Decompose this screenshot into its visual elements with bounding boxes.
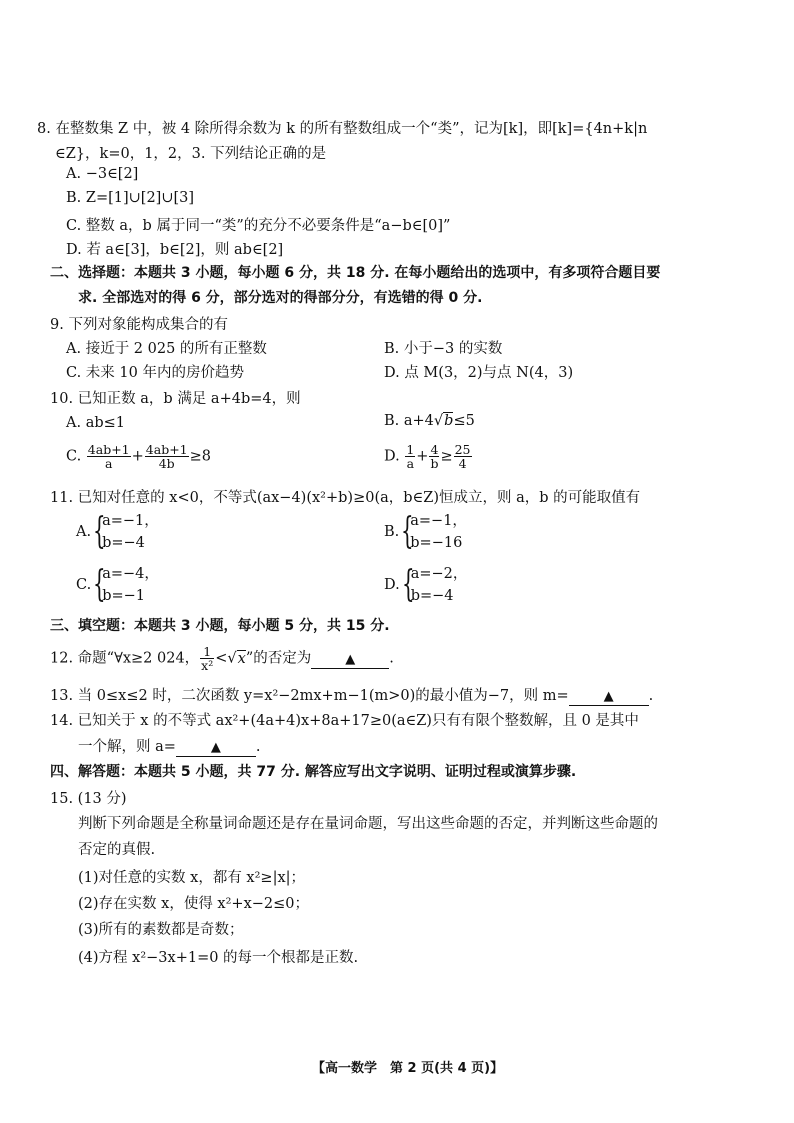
- q9-option-a: A. 接近于 2 025 的所有正整数: [66, 341, 267, 357]
- q12-end: .: [389, 650, 394, 667]
- lt-sign: <: [215, 650, 228, 667]
- q11-option-d: [384, 563, 467, 607]
- q10-option-c: [66, 443, 211, 470]
- q10-c-label: C.: [66, 448, 82, 465]
- q10-b-prefix: B. a+4: [384, 413, 434, 429]
- q13-line: [50, 684, 653, 706]
- q10-option-b: [384, 413, 475, 429]
- q11-b-label: B.: [384, 524, 400, 540]
- q10-d-fraction-3: [454, 443, 472, 470]
- q10-b-suffix: ≤5: [453, 413, 475, 429]
- q11-d-system: [411, 563, 468, 607]
- q12-answer-blank[interactable]: [311, 651, 389, 669]
- q11-d-eq1: a=−2，: [410, 566, 468, 582]
- q10-c-suffix: ≥8: [189, 448, 212, 465]
- q11-a-eq1: a=−1，: [102, 513, 159, 529]
- section2-heading-line1: 二、选择题：本题共 3 小题，每小题 6 分，共 18 分. 在每小题给出的选项中，有多项符合题目要: [50, 265, 661, 281]
- denominator: 4b: [158, 456, 175, 471]
- q8-option-c: C. 整数 a，b 属于同一“类”的充分不必要条件是“a−b∈[0]”: [66, 218, 451, 234]
- q12-radicand: x: [237, 650, 246, 667]
- q8-option-b: B. Z=[1]∪[2]∪[3]: [66, 190, 195, 206]
- q14-answer-blank[interactable]: [176, 739, 256, 757]
- plus-sign: +: [131, 448, 144, 465]
- q13-end: .: [648, 688, 654, 704]
- q11-a-label: A.: [76, 524, 92, 540]
- q14-end: .: [255, 739, 261, 755]
- q8-option-a: A. −3∈[2]: [66, 166, 139, 182]
- numerator: 25: [454, 442, 471, 457]
- sqrt-sign: √: [433, 413, 444, 429]
- q8-option-d: D. 若 a∈[3]，b∈[2]，则 ab∈[2]: [66, 242, 284, 258]
- left-brace: {: [93, 564, 106, 605]
- q11-option-a: [76, 510, 159, 554]
- q15-text-line2: 否定的真假.: [78, 842, 156, 858]
- q11-option-c: [76, 563, 159, 607]
- denominator: 4: [458, 456, 467, 471]
- q10-c-fraction-1: [87, 443, 131, 470]
- q13-answer-blank[interactable]: [569, 688, 649, 706]
- q11-c-system: [102, 563, 159, 607]
- q9-option-c: C. 未来 10 年内的房价趋势: [66, 365, 244, 381]
- q11-b-system: [410, 510, 467, 554]
- q15-heading: 15. (13 分): [50, 791, 127, 807]
- q15-part-1: (1)对任意的实数 x，都有 x²≥|x|；: [78, 870, 306, 886]
- q11-d-label: D.: [384, 577, 400, 593]
- q15-text-line1: 判断下列命题是全称量词命题还是存在量词命题，写出这些命题的否定，并判断这些命题的: [78, 816, 658, 832]
- q10-d-fraction-1: [405, 443, 415, 470]
- q11-option-b: [384, 510, 467, 554]
- triangle-icon: ▲: [210, 740, 221, 755]
- section2-heading-line2: 求. 全部选对的得 6 分，部分选对的得部分分，有选错的得 0 分.: [78, 290, 483, 306]
- q12-suffix: ”的否定为: [245, 650, 312, 667]
- denominator: a: [104, 456, 113, 471]
- q11-d-eq2: b=−4: [410, 588, 454, 604]
- plus-sign: +: [416, 448, 429, 465]
- q11-c-eq2: b=−1: [102, 588, 145, 604]
- q11-a-system: [102, 510, 159, 554]
- ge-sign: ≥: [440, 448, 453, 465]
- q10-option-a: A. ab≤1: [66, 415, 125, 431]
- sqrt-sign: √: [227, 650, 237, 667]
- q14-text: 一个解，则 a=: [78, 739, 176, 755]
- numerator: 4: [430, 442, 439, 457]
- denominator: b: [430, 456, 439, 471]
- q11-c-label: C.: [76, 577, 92, 593]
- q12-fraction: [200, 645, 214, 672]
- q10-d-fraction-2: [429, 443, 439, 470]
- q11-a-eq2: b=−4: [102, 535, 145, 551]
- q11-b-eq1: a=−1，: [410, 513, 467, 529]
- left-brace: {: [401, 564, 415, 605]
- numerator: 1: [406, 442, 415, 457]
- q13-text: 13. 当 0≤x≤2 时，二次函数 y=x²−2mx+m−1(m>0)的最小值为−7，则 m=: [50, 688, 569, 704]
- triangle-icon: ▲: [603, 689, 614, 704]
- q8-stem-line1: 8. 在整数集 Z 中，被 4 除所得余数为 k 的所有整数组成一个“类”，记为[k]，即[k]={4n+k|n: [37, 121, 648, 137]
- q10-stem: 10. 已知正数 a，b 满足 a+4b=4，则: [50, 391, 301, 407]
- q15-part-4: (4)方程 x²−3x+1=0 的每一个根都是正数.: [78, 950, 359, 966]
- q15-part-2: (2)存在实数 x，使得 x²+x−2≤0；: [78, 896, 310, 912]
- denominator: a: [406, 456, 415, 471]
- q10-d-label: D.: [384, 448, 400, 465]
- q8-stem-line2: ∈Z}，k=0，1，2，3. 下列结论正确的是: [55, 146, 327, 162]
- q11-c-eq1: a=−4，: [102, 566, 159, 582]
- denominator: x²: [201, 658, 214, 673]
- q14-line1: 14. 已知关于 x 的不等式 ax²+(4a+4)x+8a+17≥0(a∈Z)只有有限个整数解，且 0 是其中: [50, 713, 639, 729]
- q14-line2: [78, 735, 261, 757]
- left-brace: {: [401, 511, 414, 552]
- numerator: 1: [200, 645, 214, 659]
- q10-option-d: [384, 443, 473, 470]
- q11-b-eq2: b=−16: [410, 535, 463, 551]
- triangle-icon: ▲: [345, 651, 356, 667]
- numerator: 4ab+1: [87, 442, 130, 457]
- q12-line: [50, 645, 394, 672]
- q10-c-fraction-2: [145, 443, 189, 470]
- q11-stem: 11. 已知对任意的 x<0，不等式(ax−4)(x²+b)≥0(a，b∈Z)恒成立，则 a，b 的可能取值有: [50, 490, 641, 506]
- q9-stem: 9. 下列对象能构成集合的有: [50, 317, 228, 333]
- numerator: 4ab+1: [145, 442, 188, 457]
- section3-heading: 三、填空题：本题共 3 小题，每小题 5 分，共 15 分.: [50, 618, 390, 634]
- page-footer: 【高一数学 第 2 页(共 4 页)】: [312, 1061, 504, 1076]
- section4-heading: 四、解答题：本题共 5 小题，共 77 分. 解答应写出文字说明、证明过程或演算步骤.: [50, 764, 577, 780]
- q9-option-d: D. 点 M(3，2)与点 N(4，3): [384, 365, 574, 381]
- left-brace: {: [93, 511, 106, 552]
- q15-part-3: (3)所有的素数都是奇数；: [78, 922, 244, 938]
- q9-option-b: B. 小于−3 的实数: [384, 341, 503, 357]
- q10-b-radicand: b: [444, 413, 454, 429]
- q12-prefix: 12. 命题“∀x≥2 024，: [50, 650, 200, 667]
